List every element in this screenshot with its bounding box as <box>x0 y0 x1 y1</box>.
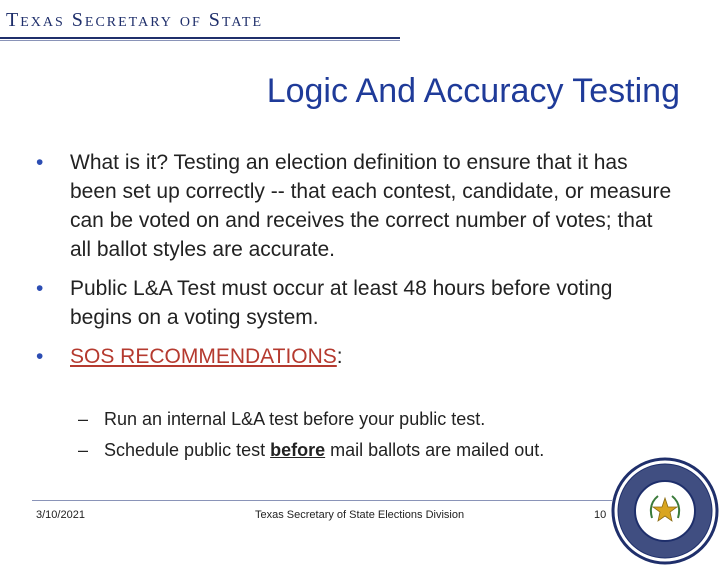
footer-date: 3/10/2021 <box>36 509 85 521</box>
footer-center-text: Texas Secretary of State Elections Division <box>255 509 465 521</box>
texas-state-seal-icon <box>610 456 720 566</box>
sub-item-text: Run an internal L&A test before your public test. <box>104 409 486 429</box>
bullet-item <box>36 148 676 264</box>
sub-list <box>78 404 678 466</box>
bullet-item <box>36 342 676 371</box>
footer-rule <box>32 500 612 501</box>
bullet-item <box>36 274 676 332</box>
recommendations-colon: : <box>336 345 343 368</box>
dash-bullet-icon: – <box>78 440 89 460</box>
sub-item-emphasis: before <box>270 440 326 460</box>
bullet-text: What is it? Testing an election definition to ensure that it has been set up correctly -- that each contest, candidate, or measure can be voted on and receives the correct number of votes; that all ballot styles are accurate. <box>70 151 672 261</box>
sub-item-text-before: Schedule public test <box>104 440 271 460</box>
banner-rule <box>0 37 400 39</box>
bullet-dot-icon: • <box>36 151 44 174</box>
bullet-dot-icon: • <box>36 345 44 368</box>
sub-item <box>78 435 678 466</box>
bullet-text: Public L&A Test must occur at least 48 hours before voting begins on a voting system. <box>70 277 613 329</box>
sub-item <box>78 404 678 435</box>
recommendations-label: SOS RECOMMENDATIONS <box>70 345 337 368</box>
banner-rule-thin <box>0 40 400 41</box>
banner-title: Texas Secretary of State <box>6 9 264 31</box>
slide-title: Logic And Accuracy Testing <box>266 72 680 110</box>
header-banner <box>0 0 720 42</box>
bullet-dot-icon: • <box>36 277 44 300</box>
sub-item-text-after: mail ballots are mailed out. <box>325 440 545 460</box>
dash-bullet-icon: – <box>78 409 89 429</box>
footer-page-number: 10 <box>594 509 607 521</box>
bullet-list <box>36 148 676 381</box>
